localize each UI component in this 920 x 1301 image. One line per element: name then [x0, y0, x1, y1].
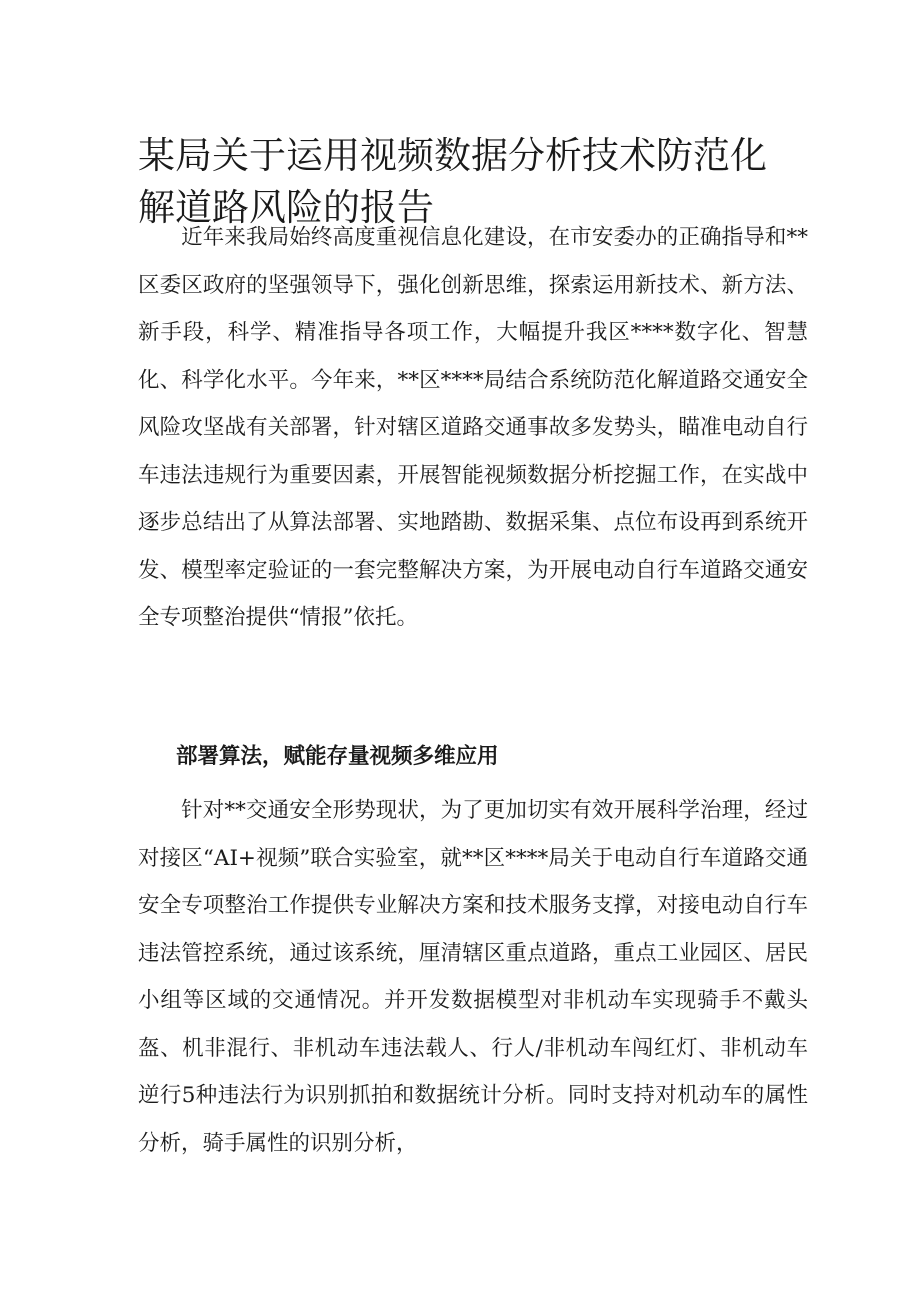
document-title: 某局关于运用视频数据分析技术防范化解道路风险的报告: [138, 134, 767, 229]
paragraph-intro-text: 近年来我局始终高度重视信息化建设，在市安委办的正确指导和**区委区政府的坚强领导下，强化创新思维，探索运用新技术、新方法、新手段，科学、精准指导各项工作，大幅提升我区****数字化、智慧化、科学化水平。今年来，**区****局结合系统防范化解道路交通安全风险攻坚战有关部署，针对辖区道路交通事故多发势头，瞄准电动自行车违法违规行为重要因素，开展智能视频数据分析挖掘工作，在实战中逐步总结出了从算法部署、实地踏勘、数据采集、点位布设再到系统开发、模型率定验证的一套完整解决方案，为开展电动自行车道路交通安全专项整治提供“情报”依托。: [138, 225, 808, 630]
paragraph-body-text: 针对**交通安全形势现状，为了更加切实有效开展科学治理，经过对接区“AI+视频”联合实验室，就**区****局关于电动自行车道路交通安全专项整治工作提供专业解决方案和技术服务支撑，对接电动自行车违法管控系统，通过该系统，厘清辖区重点道路，重点工业园区、居民小组等区域的交通情况。并开发数据模型对非机动车实现骑手不戴头盔、机非混行、非机动车违法载人、行人/非机动车闯红灯、非机动车逆行5种违法行为识别抓拍和数据统计分析。同时支持对机动车的属性分析，骑手属性的识别分析，: [138, 798, 808, 1156]
section-heading: 部署算法，赋能存量视频多维应用: [176, 744, 499, 769]
paragraph-intro: [138, 214, 808, 642]
paragraph-body: [138, 787, 808, 1167]
